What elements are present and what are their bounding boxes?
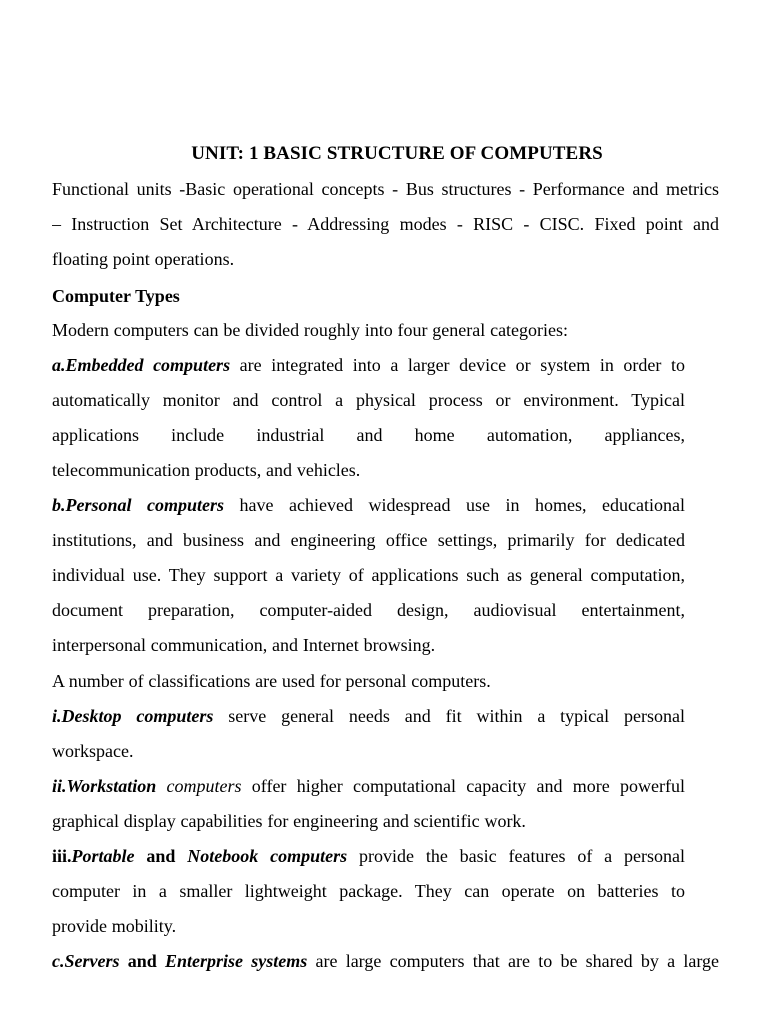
- embedded-line-3: applications include industrial and home automation, appliances,: [52, 425, 685, 445]
- servers-line-1: c.Servers and Enterprise systems are large computers that are to be shared by a large: [52, 951, 719, 971]
- desktop-line-2: workspace.: [52, 741, 134, 761]
- embedded-line-1: a.Embedded computers are integrated into a larger device or system in order to: [52, 355, 685, 375]
- intro-line-2: – Instruction Set Architecture - Addressing modes - RISC - CISC. Fixed point and: [52, 214, 719, 234]
- personal-line-4: document preparation, computer-aided design, audiovisual entertainment,: [52, 600, 685, 620]
- portable-line-2: computer in a smaller lightweight package. They can operate on batteries to: [52, 881, 685, 901]
- desktop-paragraph: [52, 699, 685, 769]
- personal-term: b.Personal computers: [52, 495, 225, 515]
- workstation-line-2: graphical display capabilities for engineering and scientific work.: [52, 811, 526, 831]
- workstation-term: ii.Workstation computers: [52, 776, 242, 796]
- personal-paragraph: [52, 488, 685, 663]
- embedded-line-2: automatically monitor and control a physical process or environment. Typical: [52, 390, 685, 410]
- personal-line-5: interpersonal communication, and Internet browsing.: [52, 635, 436, 655]
- workstation-paragraph: [52, 769, 685, 839]
- servers-term: c.Servers and Enterprise systems: [52, 951, 308, 971]
- embedded-line-4: telecommunication products, and vehicles.: [52, 460, 361, 480]
- classifications-sentence: A number of classifications are used for personal computers.: [52, 671, 491, 691]
- workstation-line-1: ii.Workstation computers offer higher computational capacity and more powerful: [52, 776, 685, 796]
- lead-sentence: Modern computers can be divided roughly into four general categories:: [52, 320, 569, 340]
- servers-paragraph: [52, 944, 719, 979]
- section-heading: Computer Types: [52, 286, 180, 306]
- portable-line-3: provide mobility.: [52, 916, 177, 936]
- intro-line-3: floating point operations.: [52, 249, 235, 269]
- portable-term: iii.Portable and Notebook computers: [52, 846, 348, 866]
- personal-line-2: institutions, and business and engineering office settings, primarily for dedicated: [52, 530, 685, 550]
- personal-line-1: b.Personal computers have achieved widespread use in homes, educational: [52, 495, 685, 515]
- portable-paragraph: [52, 839, 685, 944]
- embedded-paragraph: [52, 348, 685, 488]
- desktop-term: i.Desktop computers: [52, 706, 214, 726]
- page-title: UNIT: 1 BASIC STRUCTURE OF COMPUTERS: [191, 143, 603, 164]
- portable-line-1: iii.Portable and Notebook computers provide the basic features of a personal: [52, 846, 685, 866]
- desktop-line-1: i.Desktop computers serve general needs and fit within a typical personal: [52, 706, 685, 726]
- intro-line-1: Functional units -Basic operational concepts - Bus structures - Performance and metrics: [52, 179, 719, 199]
- intro-paragraph: [52, 172, 719, 277]
- embedded-term: a.Embedded computers: [52, 355, 231, 375]
- personal-line-3: individual use. They support a variety of applications such as general computation,: [52, 565, 685, 585]
